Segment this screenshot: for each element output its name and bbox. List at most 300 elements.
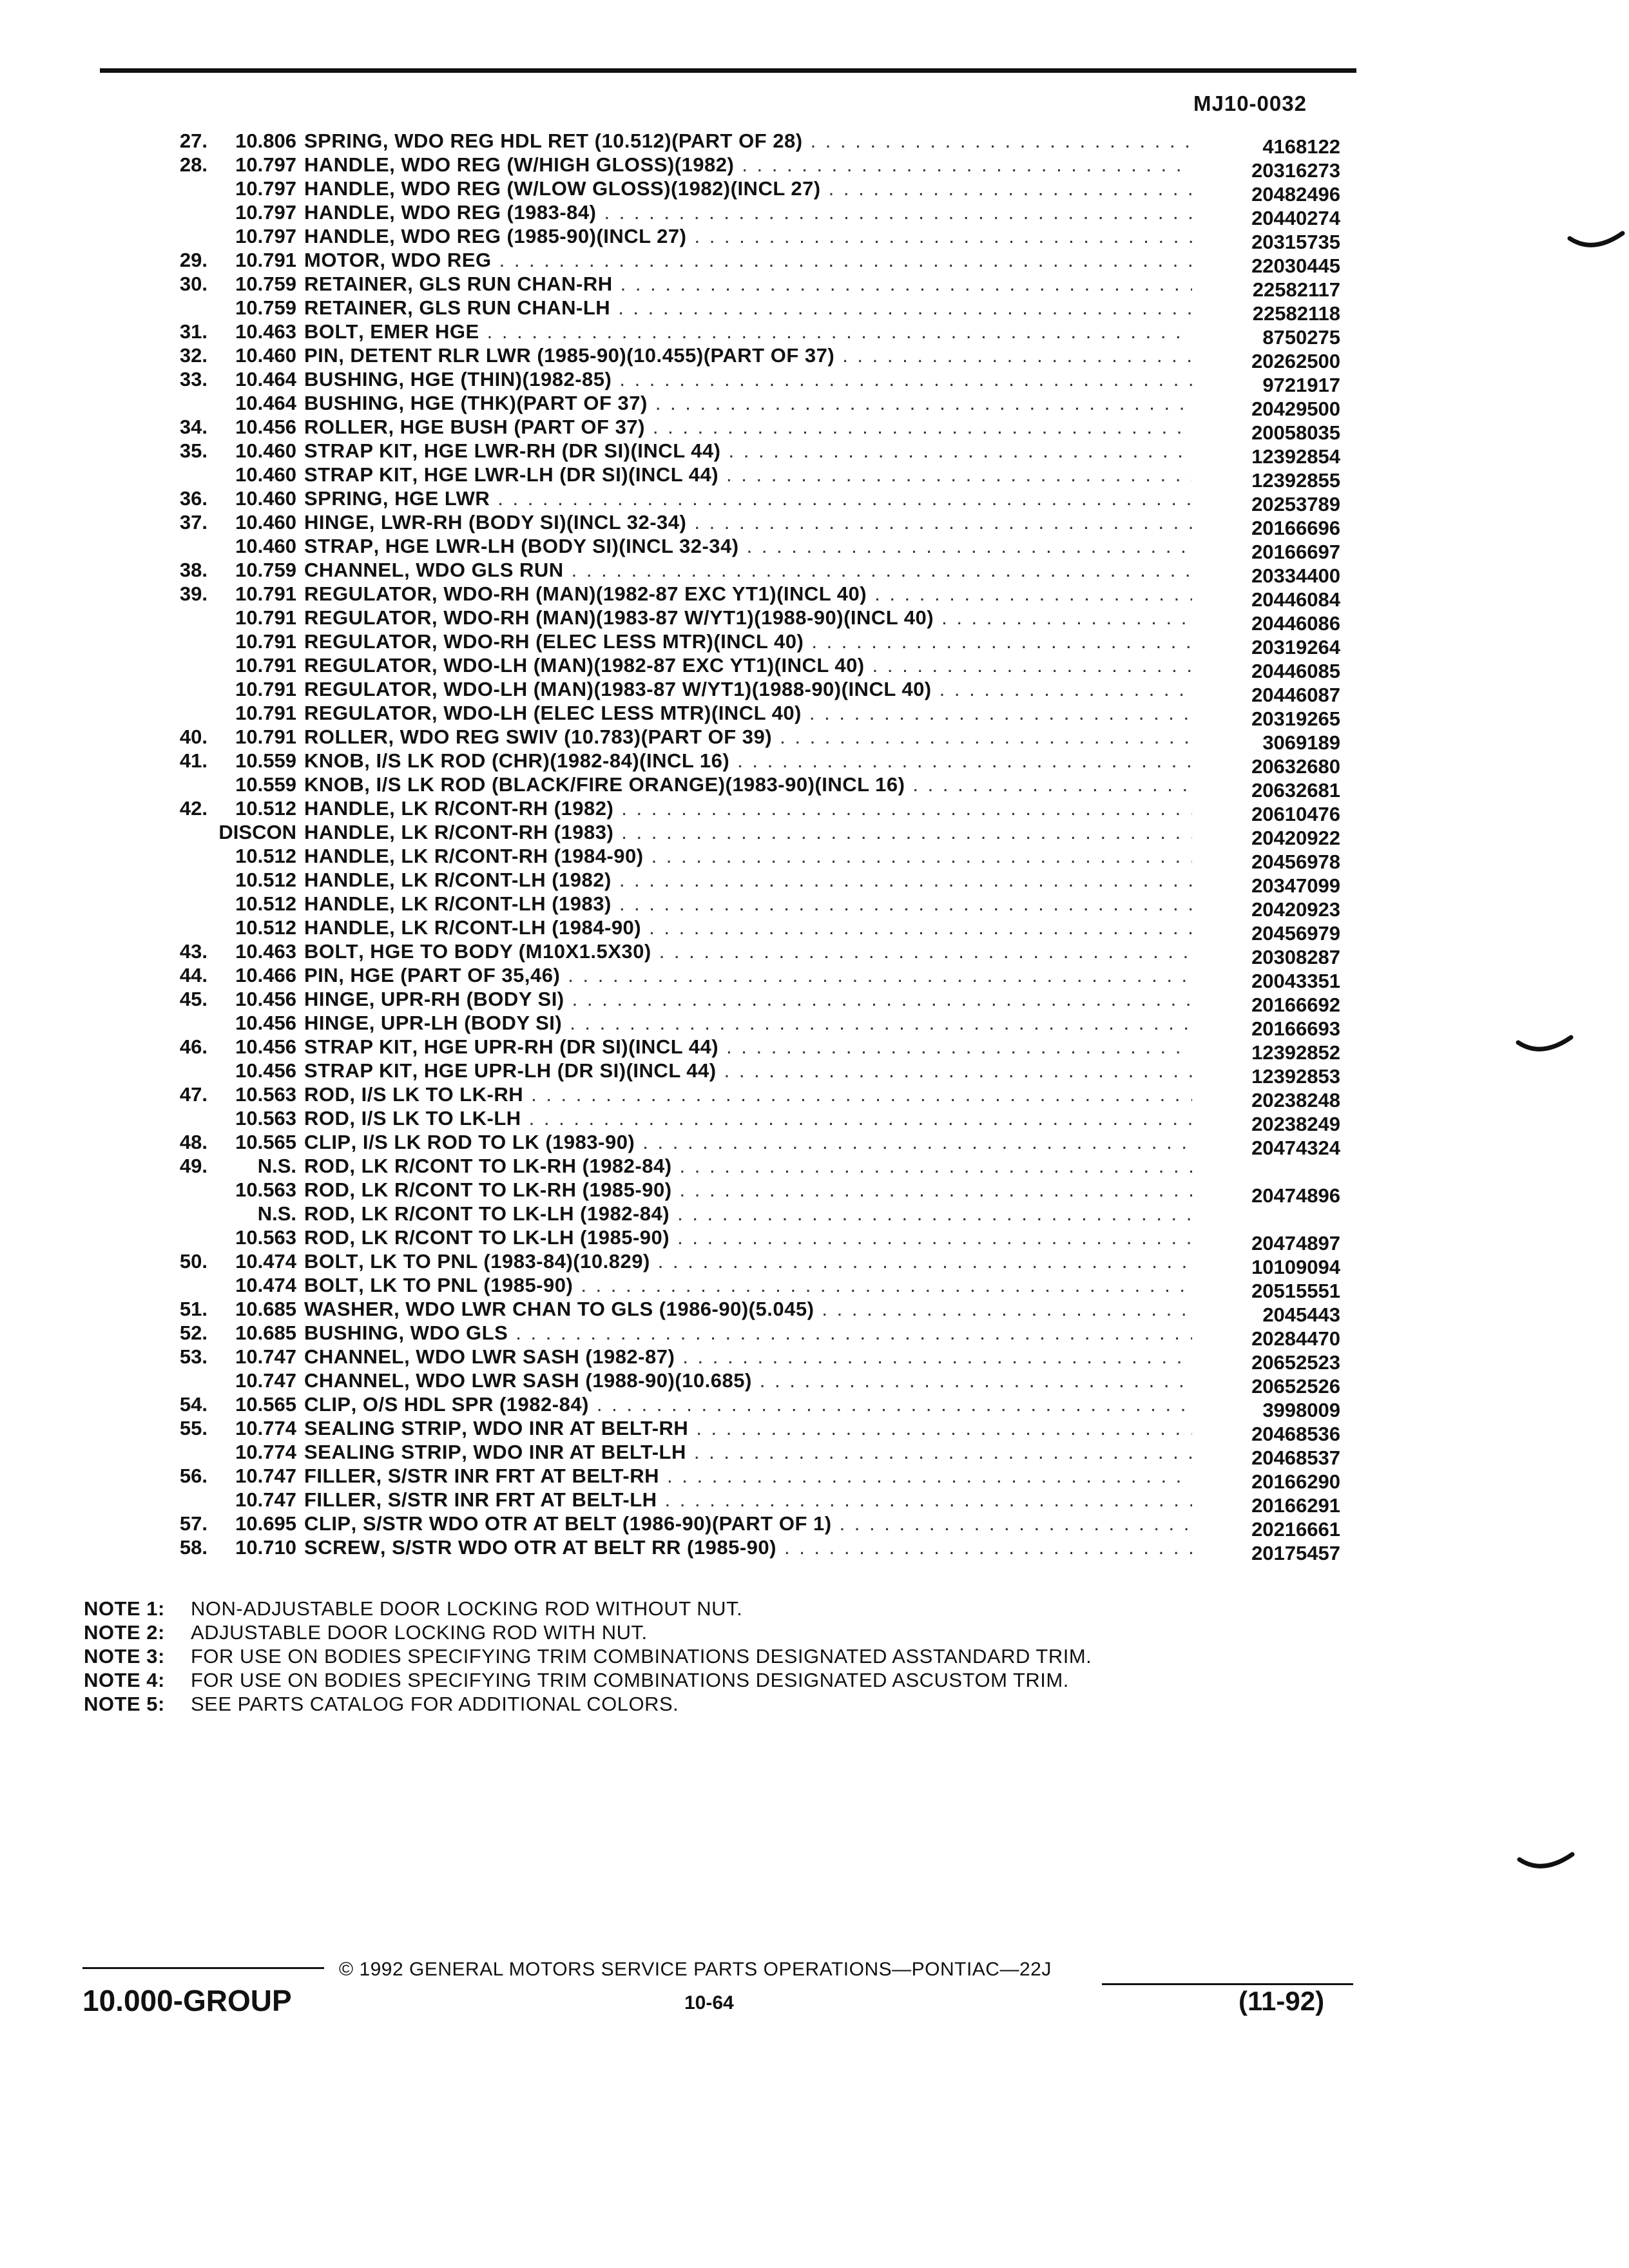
group-number: N.S. (257, 1202, 296, 1225)
part-description (304, 796, 1192, 820)
part-row (97, 844, 1340, 873)
part-description (304, 701, 1192, 725)
part-name: REGULATOR (304, 582, 432, 605)
part-detail: , I/S LK TO LK-RH (349, 1083, 524, 1106)
part-detail: , HGE UPR-RH (DR SI)(INCL 44) (412, 1035, 719, 1058)
part-row (97, 272, 1340, 301)
part-description (304, 916, 1192, 939)
part-description (304, 391, 1192, 415)
part-name: HANDLE (304, 177, 390, 200)
ref-number: 29. (179, 249, 207, 271)
part-detail: , WDO-LH (MAN)(1982-87 EXC YT1)(INCL 40) (431, 654, 865, 677)
part-description (304, 1035, 1192, 1059)
part-description (304, 1273, 1192, 1297)
group-number: 10.563 (235, 1226, 296, 1249)
part-detail: , HGE UPR-LH (DR SI)(INCL 44) (412, 1059, 717, 1082)
part-detail: , O/S HDL SPR (1982-84) (351, 1393, 589, 1416)
part-row (97, 606, 1340, 635)
group-label: 10.000-GROUP (82, 1984, 292, 2017)
part-number: 20652526 (1251, 1375, 1340, 1398)
part-detail: , LK TO PNL (1985-90) (358, 1274, 574, 1296)
dot-leader (655, 391, 1192, 415)
part-description (304, 1059, 1192, 1082)
dot-leader (570, 1011, 1192, 1035)
part-description (304, 1345, 1192, 1369)
group-number: 10.791 (235, 630, 296, 653)
part-row (97, 534, 1340, 563)
group-number: 10.512 (235, 797, 296, 820)
group-number: 10.695 (235, 1512, 296, 1535)
top-rule (100, 68, 1356, 73)
dot-leader (497, 486, 1192, 510)
dot-leader (941, 606, 1192, 629)
group-number: 10.460 (235, 487, 296, 510)
part-number: 9721917 (1262, 374, 1340, 396)
part-number: 20316273 (1251, 159, 1340, 182)
group-number: 10.563 (235, 1107, 296, 1129)
ref-number: 40. (179, 726, 207, 748)
part-number: 20175457 (1251, 1542, 1340, 1564)
group-number: 10.791 (235, 726, 296, 748)
part-detail: , I/S LK ROD (BLACK/FIRE ORANGE)(1983-90)(INCL 16) (364, 773, 905, 796)
ref-number: 43. (179, 940, 207, 963)
ref-number: 52. (179, 1321, 207, 1344)
part-number: 12392852 (1251, 1041, 1340, 1064)
part-row (97, 510, 1340, 539)
part-detail: , WDO LWR SASH (1988-90)(10.685) (404, 1369, 752, 1392)
dot-leader (531, 1082, 1192, 1106)
part-row (97, 1464, 1340, 1493)
part-row (97, 653, 1340, 682)
part-number: 20166693 (1251, 1017, 1340, 1040)
part-detail: , WDO REG (1985-90)(INCL 27) (389, 225, 687, 247)
group-number: 10.797 (235, 153, 296, 176)
group-number: N.S. (257, 1155, 296, 1177)
group-number: 10.563 (235, 1083, 296, 1106)
dot-leader (682, 1345, 1192, 1369)
footer-rule-right (1102, 1983, 1353, 1985)
part-name: BOLT (304, 940, 359, 963)
part-description (304, 892, 1192, 916)
ref-number: 38. (179, 559, 207, 581)
dot-leader (487, 320, 1192, 343)
ref-number: 27. (179, 130, 207, 152)
part-number: 20446085 (1251, 660, 1340, 682)
part-description (304, 606, 1192, 629)
part-detail: , I/S LK ROD TO LK (1983-90) (351, 1131, 635, 1153)
part-number: 12392853 (1251, 1065, 1340, 1088)
part-number: 12392855 (1251, 469, 1340, 492)
group-number: 10.747 (235, 1465, 296, 1487)
check-mark-icon (1516, 1033, 1574, 1059)
note-text: FOR USE ON BODIES SPECIFYING TRIM COMBINATIONS DESIGNATED ASSTANDARD TRIM. (191, 1645, 1092, 1667)
part-description (304, 534, 1192, 558)
dot-leader (659, 939, 1192, 963)
part-detail: , LK R/CONT TO LK-RH (1985-90) (349, 1178, 672, 1201)
note-label: NOTE 4: (84, 1669, 165, 1691)
part-detail: , WDO-RH (ELEC LESS MTR)(INCL 40) (431, 630, 804, 653)
dot-leader (742, 153, 1192, 177)
dot-leader (840, 1512, 1192, 1535)
group-number: 10.563 (235, 1178, 296, 1201)
part-description (304, 1369, 1192, 1392)
part-number: 20238249 (1251, 1113, 1340, 1135)
dot-leader (680, 1178, 1192, 1202)
part-detail: , HGE (THK)(PART OF 37) (398, 392, 648, 414)
dot-leader (912, 773, 1192, 796)
group-number: 10.747 (235, 1488, 296, 1511)
part-name: STRAP (304, 535, 374, 557)
dot-leader (677, 1202, 1192, 1225)
part-detail: , WDO LWR CHAN TO GLS (1986-90)(5.045) (394, 1298, 815, 1320)
dot-leader (696, 1416, 1192, 1440)
part-number: 20429500 (1251, 398, 1340, 420)
part-description (304, 725, 1192, 749)
dot-leader (822, 1297, 1192, 1321)
group-number: 10.463 (235, 320, 296, 343)
part-name: WASHER (304, 1298, 394, 1320)
group-number: DISCON (218, 821, 296, 843)
group-number: 10.685 (235, 1321, 296, 1344)
part-row (97, 391, 1340, 420)
dot-leader (572, 987, 1192, 1011)
part-number: 20216661 (1251, 1518, 1340, 1541)
dot-leader (621, 820, 1192, 844)
part-name: ROD (304, 1226, 350, 1249)
ref-number: 53. (179, 1345, 207, 1368)
part-row (97, 1392, 1340, 1421)
group-number: 10.456 (235, 1035, 296, 1058)
dot-leader (811, 629, 1192, 653)
part-number: 20253789 (1251, 493, 1340, 515)
group-number: 10.791 (235, 606, 296, 629)
note-line (84, 1597, 1092, 1620)
part-name: CHANNEL (304, 1369, 405, 1392)
part-name: STRAP KIT (304, 439, 412, 462)
group-number: 10.456 (235, 988, 296, 1010)
check-mark-icon (1517, 1850, 1575, 1876)
part-detail: , LK R/CONT TO LK-LH (1985-90) (349, 1226, 670, 1249)
part-detail: , S/STR INR FRT AT BELT-LH (376, 1488, 657, 1511)
part-detail: , LK R/CONT-RH (1984-90) (389, 845, 644, 867)
part-description (304, 963, 1192, 987)
part-number: 20474896 (1251, 1184, 1340, 1207)
dot-leader (726, 463, 1192, 486)
group-number: 10.565 (235, 1393, 296, 1416)
part-number: 20308287 (1251, 946, 1340, 968)
part-description (304, 1297, 1192, 1321)
part-row (97, 486, 1340, 515)
part-name: SPRING (304, 130, 383, 152)
part-row (97, 1178, 1340, 1207)
ref-number: 55. (179, 1417, 207, 1439)
part-name: STRAP KIT (304, 463, 412, 486)
part-detail: , WDO INR AT BELT-LH (461, 1441, 686, 1463)
dot-leader (529, 1106, 1192, 1130)
part-detail: , WDO GLS (398, 1321, 508, 1344)
part-detail: , S/STR INR FRT AT BELT-RH (376, 1465, 660, 1487)
group-number: 10.512 (235, 892, 296, 915)
part-name: SEALING STRIP (304, 1441, 462, 1463)
part-number: 22582117 (1252, 278, 1340, 301)
page-number: 10-64 (684, 1992, 734, 2013)
part-name: HANDLE (304, 225, 390, 247)
part-detail: , LK R/CONT-RH (1983) (389, 821, 614, 843)
note-label: NOTE 1: (84, 1597, 165, 1620)
group-number: 10.456 (235, 1012, 296, 1034)
part-number: 20482496 (1251, 183, 1340, 206)
part-row (97, 1202, 1340, 1225)
part-detail: , GLS RUN CHAN-RH (407, 273, 613, 295)
part-detail: , LK TO PNL (1983-84)(10.829) (358, 1250, 650, 1273)
part-description (304, 1416, 1192, 1440)
part-detail: , HGE LWR (382, 487, 490, 510)
part-description (304, 272, 1192, 296)
part-row (97, 892, 1340, 921)
group-number: 10.747 (235, 1369, 296, 1392)
dot-leader (809, 701, 1192, 725)
part-detail: , LK R/CONT-RH (1982) (389, 797, 614, 820)
part-row (97, 439, 1340, 468)
part-detail: , WDO-LH (MAN)(1983-87 W/YT1)(1988-90)(INCL 40) (431, 678, 932, 700)
part-row (97, 820, 1340, 849)
part-detail: , WDO REG (380, 249, 492, 271)
part-number: 20262500 (1251, 350, 1340, 372)
ref-number: 49. (179, 1155, 207, 1177)
part-number: 20334400 (1251, 564, 1340, 587)
group-number: 10.791 (235, 654, 296, 677)
part-row (97, 939, 1340, 968)
dot-leader (729, 439, 1193, 463)
part-row (97, 1345, 1340, 1374)
part-description (304, 224, 1192, 248)
dot-leader (726, 1035, 1192, 1059)
part-description (304, 367, 1192, 391)
part-row (97, 1249, 1340, 1278)
part-description (304, 677, 1192, 701)
dot-leader (572, 558, 1192, 582)
part-number: 20468537 (1251, 1446, 1340, 1469)
part-row (97, 296, 1340, 325)
part-description (304, 820, 1192, 844)
part-description (304, 1154, 1192, 1178)
part-name: KNOB (304, 749, 365, 772)
part-row (97, 153, 1340, 182)
dot-leader (780, 725, 1192, 749)
part-row (97, 129, 1340, 158)
part-name: HINGE (304, 1012, 369, 1034)
part-number: 20446087 (1251, 684, 1340, 706)
part-number: 20166696 (1251, 517, 1340, 539)
part-detail: , WDO-LH (ELEC LESS MTR)(INCL 40) (431, 702, 802, 724)
part-row (97, 916, 1340, 945)
group-number: 10.559 (235, 749, 296, 772)
part-row (97, 582, 1340, 611)
ref-number: 42. (179, 797, 207, 820)
part-name: HINGE (304, 988, 369, 1010)
part-description (304, 415, 1192, 439)
part-number: 20610476 (1251, 803, 1340, 825)
part-number: 22582118 (1252, 302, 1340, 325)
part-row (97, 1369, 1340, 1398)
part-row (97, 701, 1340, 730)
part-row (97, 1225, 1340, 1254)
ref-number: 39. (179, 582, 207, 605)
part-detail: , WDO REG SWIV (10.783)(PART OF 39) (388, 726, 773, 748)
group-number: 10.474 (235, 1274, 296, 1296)
part-name: REGULATOR (304, 702, 432, 724)
part-description (304, 1225, 1192, 1249)
part-number: 20319264 (1251, 636, 1340, 658)
dot-leader (665, 1488, 1192, 1512)
group-number: 10.759 (235, 296, 296, 319)
part-detail: , HGE BUSH (PART OF 37) (388, 416, 645, 438)
dot-leader (649, 916, 1192, 939)
notes-section (84, 1597, 1092, 1716)
dot-leader (811, 129, 1192, 153)
part-description (304, 582, 1192, 606)
part-number: 20347099 (1251, 874, 1340, 897)
group-number: 10.464 (235, 392, 296, 414)
group-number: 10.474 (235, 1250, 296, 1273)
dot-leader (784, 1535, 1192, 1559)
ref-number: 48. (179, 1131, 207, 1153)
part-row (97, 1512, 1340, 1541)
part-name: HANDLE (304, 201, 390, 224)
part-description (304, 1202, 1192, 1225)
part-row (97, 963, 1340, 992)
part-number: 20652523 (1251, 1351, 1340, 1374)
ref-number: 57. (179, 1512, 207, 1535)
part-row (97, 725, 1340, 754)
part-number: 20238248 (1251, 1089, 1340, 1111)
check-mark-icon (1567, 229, 1625, 255)
part-description (304, 558, 1192, 582)
note-line (84, 1620, 1092, 1644)
part-name: HANDLE (304, 916, 390, 939)
part-description (304, 987, 1192, 1011)
dot-leader (618, 296, 1192, 320)
part-detail: , HGE LWR-RH (DR SI)(INCL 44) (412, 439, 721, 462)
part-detail: , UPR-LH (BODY SI) (369, 1012, 563, 1034)
part-number: 20315735 (1251, 231, 1340, 253)
part-description (304, 1512, 1192, 1535)
note-label: NOTE 2: (84, 1621, 165, 1644)
ref-number: 33. (179, 368, 207, 390)
group-number: 10.512 (235, 869, 296, 891)
part-description (304, 844, 1192, 868)
part-name: PIN (304, 964, 339, 986)
ref-number: 32. (179, 344, 207, 367)
part-name: STRAP KIT (304, 1059, 412, 1082)
group-number: 10.774 (235, 1417, 296, 1439)
group-number: 10.791 (235, 678, 296, 700)
part-row (97, 1130, 1340, 1159)
dot-leader (621, 272, 1192, 296)
part-detail: , I/S LK ROD (CHR)(1982-84)(INCL 16) (364, 749, 730, 772)
group-number: 10.512 (235, 845, 296, 867)
part-number: 20456978 (1251, 850, 1340, 873)
part-name: RETAINER (304, 296, 408, 319)
part-number: 20420922 (1251, 827, 1340, 849)
part-detail: , LWR-RH (BODY SI)(INCL 32-34) (369, 511, 687, 533)
group-number: 10.806 (235, 130, 296, 152)
part-name: CLIP (304, 1131, 351, 1153)
part-row (97, 868, 1340, 897)
dot-leader (658, 1249, 1192, 1273)
part-detail: , HGE (THIN)(1982-85) (398, 368, 612, 390)
ref-number: 31. (179, 320, 207, 343)
part-row (97, 749, 1340, 778)
part-number: 8750275 (1262, 326, 1340, 349)
dot-leader (516, 1321, 1192, 1345)
group-number: 10.460 (235, 535, 296, 557)
part-row (97, 320, 1340, 349)
group-number: 10.512 (235, 916, 296, 939)
part-name: KNOB (304, 773, 365, 796)
ref-number: 35. (179, 439, 207, 462)
part-name: CLIP (304, 1512, 351, 1535)
part-detail: , S/STR WDO OTR AT BELT (1986-90)(PART OF 1) (351, 1512, 832, 1535)
group-number: 10.685 (235, 1298, 296, 1320)
part-name: BOLT (304, 320, 359, 343)
part-row (97, 987, 1340, 1016)
group-number: 10.759 (235, 559, 296, 581)
note-text: FOR USE ON BODIES SPECIFYING TRIM COMBINATIONS DESIGNATED ASCUSTOM TRIM. (191, 1669, 1069, 1691)
dot-leader (940, 677, 1192, 701)
part-description (304, 629, 1192, 653)
part-detail: , WDO REG (W/HIGH GLOSS)(1982) (389, 153, 735, 176)
part-description (304, 1011, 1192, 1035)
group-number: 10.456 (235, 1059, 296, 1082)
part-detail: , HGE TO BODY (M10X1.5X30) (358, 940, 651, 963)
part-description (304, 1535, 1192, 1559)
part-number: 3998009 (1262, 1399, 1340, 1421)
part-row (97, 1535, 1340, 1564)
part-description (304, 296, 1192, 320)
group-number: 10.460 (235, 463, 296, 486)
dot-leader (694, 510, 1192, 534)
part-description (304, 1392, 1192, 1416)
part-number: 20043351 (1251, 970, 1340, 992)
note-text: ADJUSTABLE DOOR LOCKING ROD WITH NUT. (191, 1621, 648, 1644)
dot-leader (694, 1440, 1192, 1464)
part-row (97, 629, 1340, 658)
part-number: 3069189 (1262, 731, 1340, 754)
dot-leader (653, 415, 1192, 439)
part-number: 20474324 (1251, 1137, 1340, 1159)
ref-number: 54. (179, 1393, 207, 1416)
part-name: FILLER (304, 1465, 376, 1487)
part-name: REGULATOR (304, 606, 432, 629)
ref-number: 56. (179, 1465, 207, 1487)
part-description (304, 320, 1192, 343)
ref-number: 51. (179, 1298, 207, 1320)
part-name: RETAINER (304, 273, 408, 295)
part-name: HANDLE (304, 797, 390, 820)
part-name: ROD (304, 1202, 350, 1225)
part-description (304, 1464, 1192, 1488)
part-description (304, 153, 1192, 177)
note-label: NOTE 3: (84, 1645, 165, 1667)
part-number: 22030445 (1251, 255, 1340, 277)
part-name: ROLLER (304, 416, 389, 438)
part-detail: , HGE LWR-LH (DR SI)(INCL 44) (412, 463, 719, 486)
part-row (97, 248, 1340, 277)
part-name: SEALING STRIP (304, 1417, 462, 1439)
dot-leader (737, 749, 1192, 773)
part-name: FILLER (304, 1488, 376, 1511)
